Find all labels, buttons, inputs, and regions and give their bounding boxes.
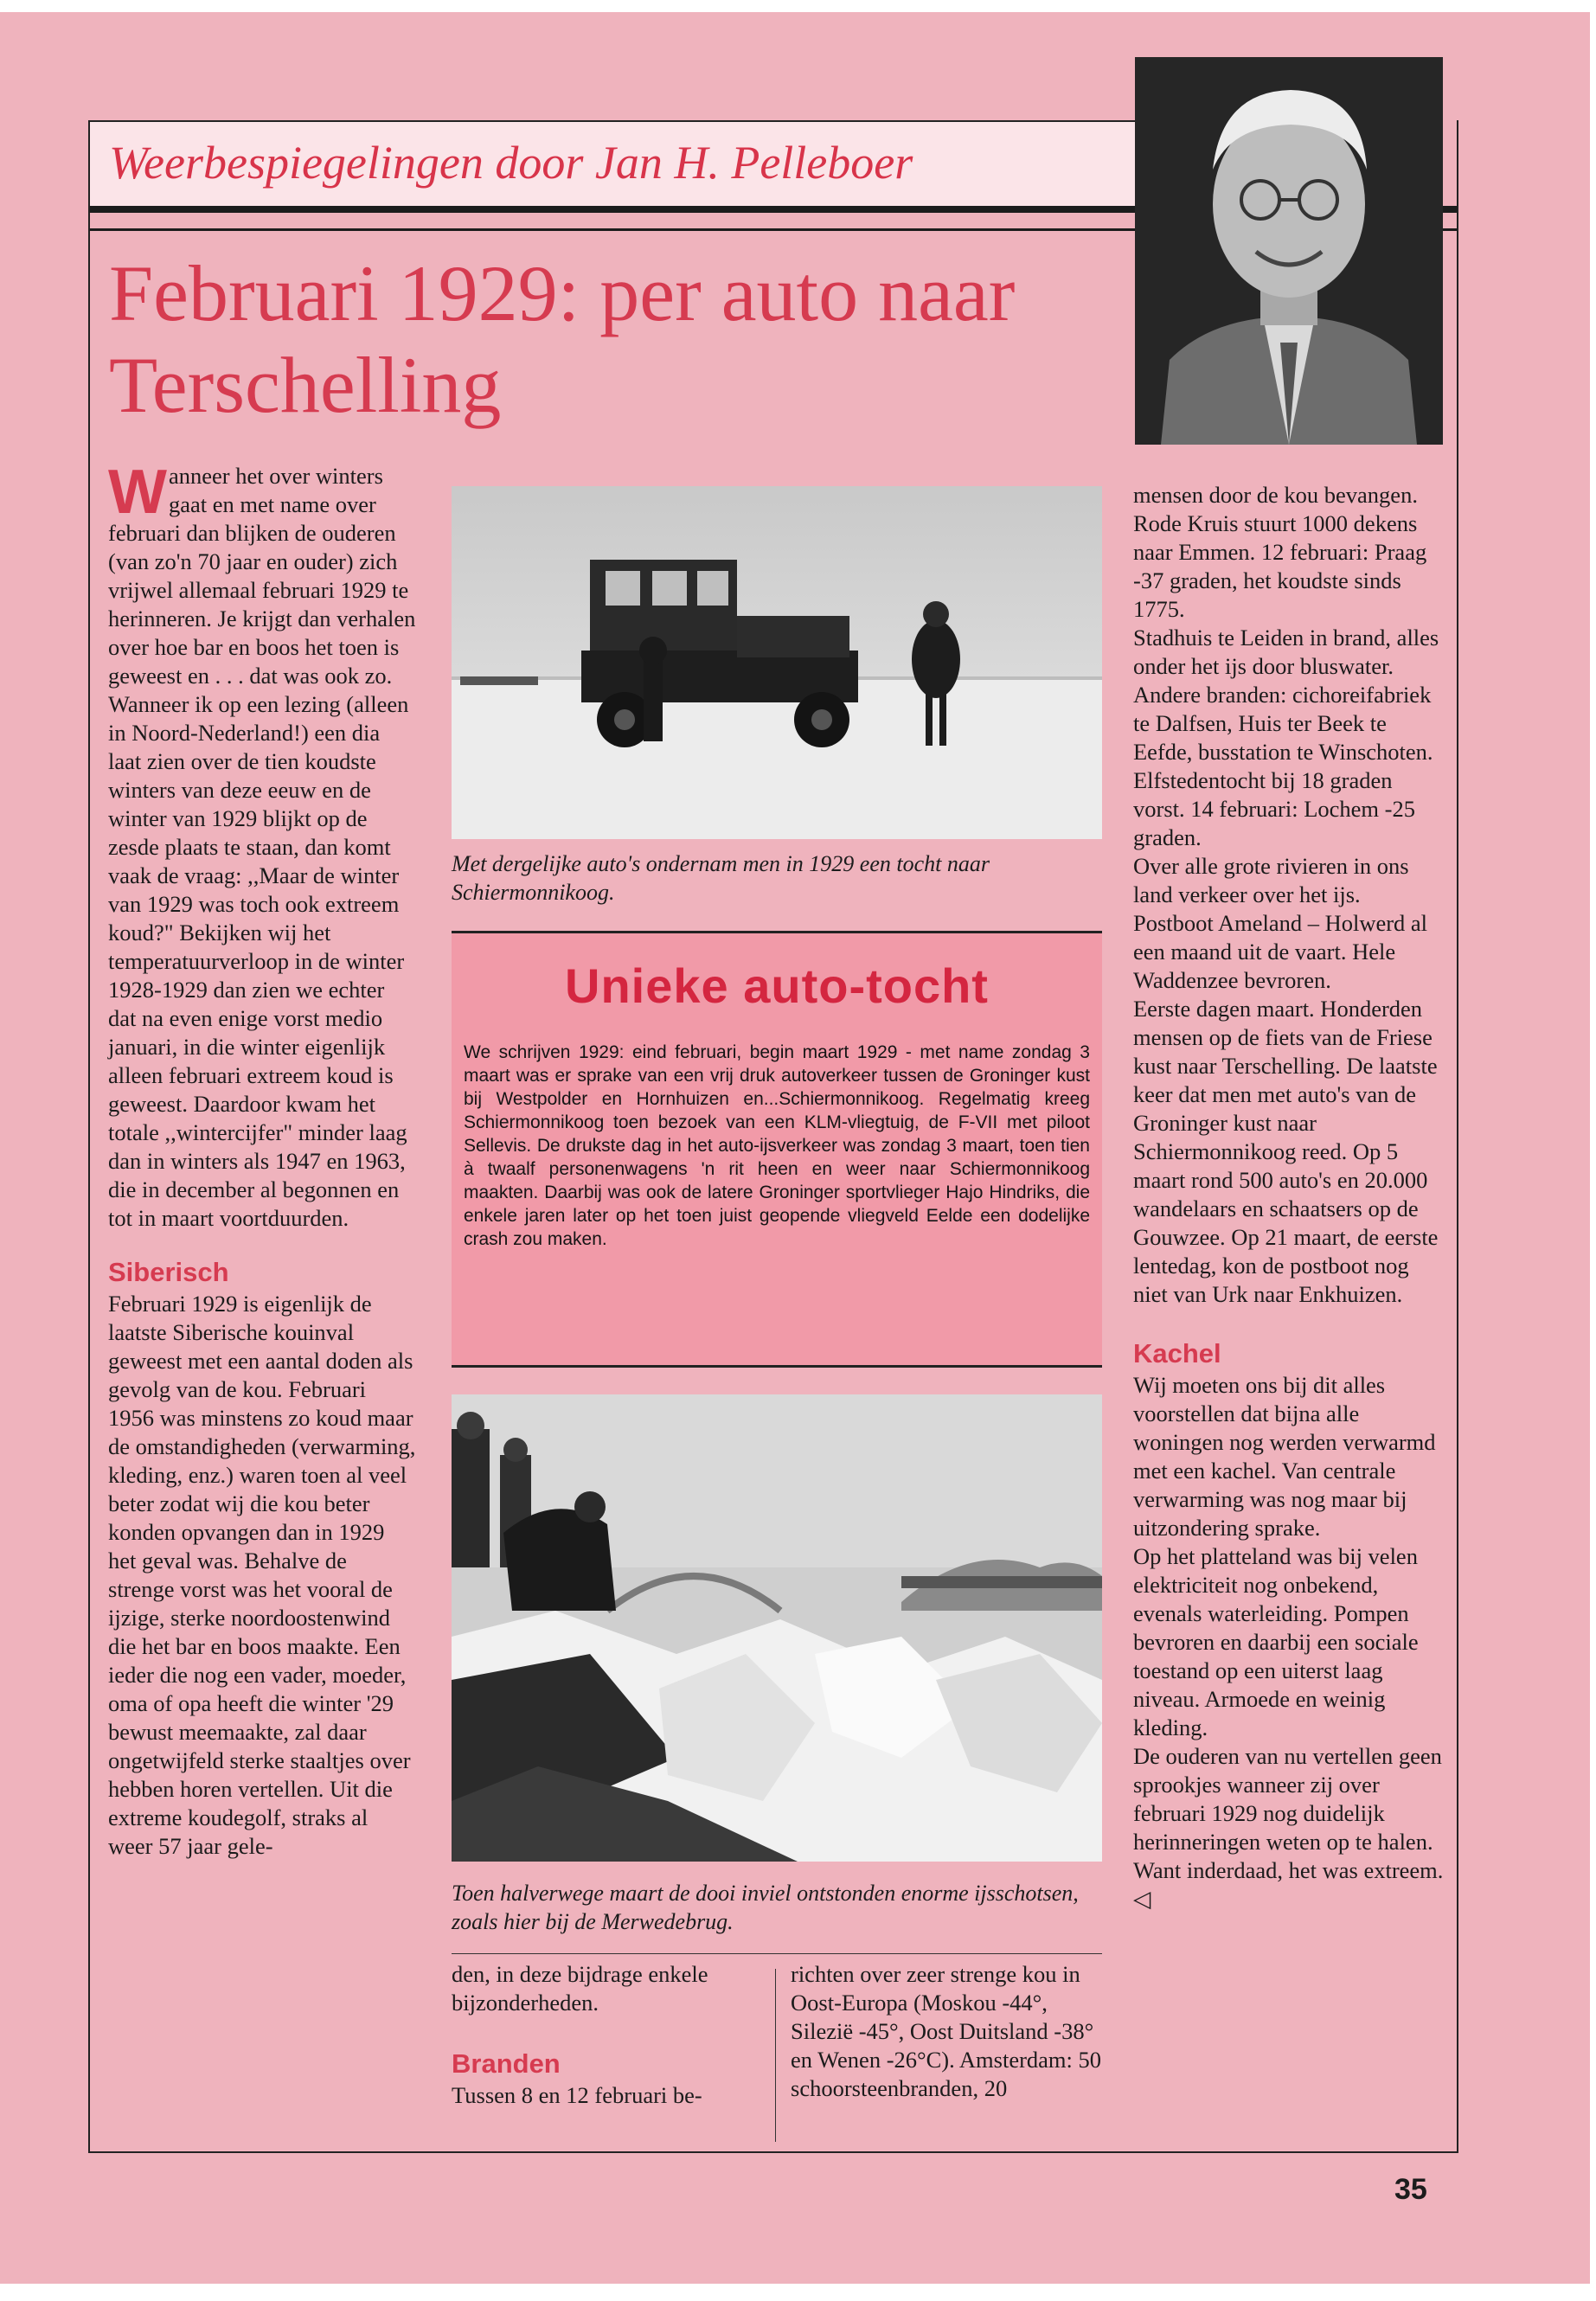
column-4 [1133,481,1445,1913]
body-paragraph: De ouderen van nu vertellen geen sprookjes wanneer zij over februari 1929 nog duidelijk herinneringen weten op te halen. Want inderdaad, het was extreem. ◁ [1133,1743,1444,1912]
column-1 [108,458,417,1861]
sidebar-title: Unieke auto-tocht [565,958,989,1013]
subhead-kachel: Kachel [1133,1338,1221,1368]
body-paragraph: Tussen 8 en 12 februari be- [452,2082,702,2108]
series-header [90,120,1135,208]
intro-paragraph: Wanneer het over winters gaat en met name over februari dan blijken de ouderen (van zo'n 70 jaar en ouder) zich vrijwel allemaal februari 1929 te herinneren. Je krijgt dan verhalen over hoe bar en boos het toen is geweest en . . . dat was ook zo. [108,458,416,689]
article-headline: Februari 1929: per auto naar Terschelling [109,249,1016,429]
drop-cap: W [108,458,167,527]
body-paragraph: mensen door de kou bevangen. Rode Kruis stuurt 1000 dekens naar Emmen. 12 februari: Praag -37 graden, het koudste sinds 1775. [1133,482,1427,622]
subhead-branden: Branden [452,2048,561,2079]
body-paragraph: Wanneer ik op een lezing (alleen in Noord-Nederland!) een dia laat zien over de tien koudste winters van deze eeuw en de winter van 1929 blijkt op de zesde plaats te staan, dan komt vaak de vraag: ,,Maar de winter van 1929 was toch ook extreem koud?" Bekijken wij het temperatuurverloop in de winter 1928-1929 dan zien we echter dat na even enige vorst medio januari, in die winter eigenlijk alleen februari extreem koud is geweest. Daardoor kwam het totale ,,wintercijfer" minder laag dan in winters als 1947 en 1963, die in december al begonnen en tot in maart voortduurden. [108,691,409,1231]
photo-car-on-ice [452,486,1102,839]
column-2-bottom [452,1960,765,2110]
photo-caption-ice: Toen halverwege maart de dooi inviel ontstonden enorme ijsschotsen, zoals hier bij de Merwedebrug. [452,1881,1079,1934]
body-paragraph: Stadhuis te Leiden in brand, alles onder het ijs door bluswater. Andere branden: cichoreifabriek te Dalfsen, Huis ter Beek te Eefde, busstation te Winschoten. Elfstedentocht bij 18 graden vorst. 14 februari: Lochem -25 graden. [1133,625,1439,850]
sidebar-text: We schrijven 1929: eind februari, begin maart 1929 - met name zondag 3 maart was er sprake van een vrij druk autoverkeer tussen de Groninger kust bij Westpolder en Hornhuizen en...Schiermonnikoog. Regelmatig kreeg Schiermonnikoog toen bezoek van een KLM-vliegtuig, de F-VII met piloot Sellevis. De drukste dag in het auto-ijsverkeer was zondag 3 maart, toen tien à twaalf personenwagens 'n rit heen en weer naar Schiermonnikoog maakten. Daarbij was ook de latere Groninger sportvlieger Hajo Hindriks, die enkele jaren later op het toen juist geopende vliegveld Eelde een dodelijke crash zou maken. [464,1042,1090,1249]
body-paragraph: Februari 1929 is eigenlijk de laatste Siberische kouinval geweest met een aantal doden als gevolg van de kou. Februari 1956 was minstens zo koud maar de omstandigheden (verwarming, kleding, enz.) waren toen al veel beter zodat wij die kou beter konden opvangen dan in 1929 het geval was. Behalve de strenge vorst was het vooral de ijzige, sterke noordoostenwind die het bar en boos maakte. Een ieder die nog een vader, moeder, oma of opa heeft die winter '29 bewust meemaakte, zal daar ongetwijfeld sterke staaltjes over hebben horen vertellen. Uit die extreme koudegolf, straks al weer 57 jaar gele- [108,1291,416,1859]
frame-right-rule [1457,120,1458,2153]
series-title: Weerbespiegelingen door Jan H. Pelleboer [109,137,913,189]
ice-photo-illustration [452,1394,1102,1862]
column-3-bottom [791,1960,1102,2103]
frame-bottom-rule [88,2151,1458,2153]
photo-ice-floes [452,1394,1102,1862]
column-divider [775,1969,776,2142]
body-paragraph: Eerste dagen maart. Honderden mensen op de fiets van de Friese kust naar Terschelling. De laatste keer dat men met auto's van de Groninger kust naar Schiermonnikoog reed. Op 5 maart rond 500 auto's en 20.000 wandelaars en schaatsers op de Gouwzee. Op 21 maart, de eerste lentedag, kon de postboot nog niet van Urk naar Enkhuizen. [1133,996,1439,1307]
frame-left-rule [88,120,90,2153]
body-paragraph: Over alle grote rivieren in ons land verkeer over het ijs. Postboot Ameland – Holwerd al een maand uit de vaart. Hele Waddenzee bevroren. [1133,853,1428,993]
author-portrait [1135,57,1443,445]
magazine-page [0,12,1590,2284]
portrait-illustration [1135,57,1443,445]
bottom-columns-rule [452,1953,1102,1954]
subhead-siberisch: Siberisch [108,1257,229,1287]
body-paragraph: richten over zeer strenge kou in Oost-Europa (Moskou -44°, Silezië -45°, Oost Duitsland -38° en Wenen -26°C). Amsterdam: 50 schoorsteenbranden, 20 [791,1961,1102,2101]
end-mark-icon: ◁ [1133,1886,1151,1912]
page-number: 35 [1394,2173,1427,2206]
body-paragraph: den, in deze bijdrage enkele bijzonderheden. [452,1961,708,2016]
body-paragraph: Wij moeten ons bij dit alles voorstellen dat bijna alle woningen nog werden verwarmd met een kachel. Van centrale verwarming was nog maar bij uitzondering sprake. [1133,1372,1436,1541]
car-photo-illustration [452,486,1102,839]
sidebar-box [452,931,1102,1368]
photo-caption-car: Met dergelijke auto's ondernam men in 1929 een tocht naar Schiermonnikoog. [452,851,990,905]
body-paragraph: Op het platteland was bij velen elektriciteit nog onbekend, evenals waterleiding. Pompen bevroren en daarbij een sociale toestand op een uiterst laag niveau. Armoede en weinig kleding. [1133,1543,1419,1740]
